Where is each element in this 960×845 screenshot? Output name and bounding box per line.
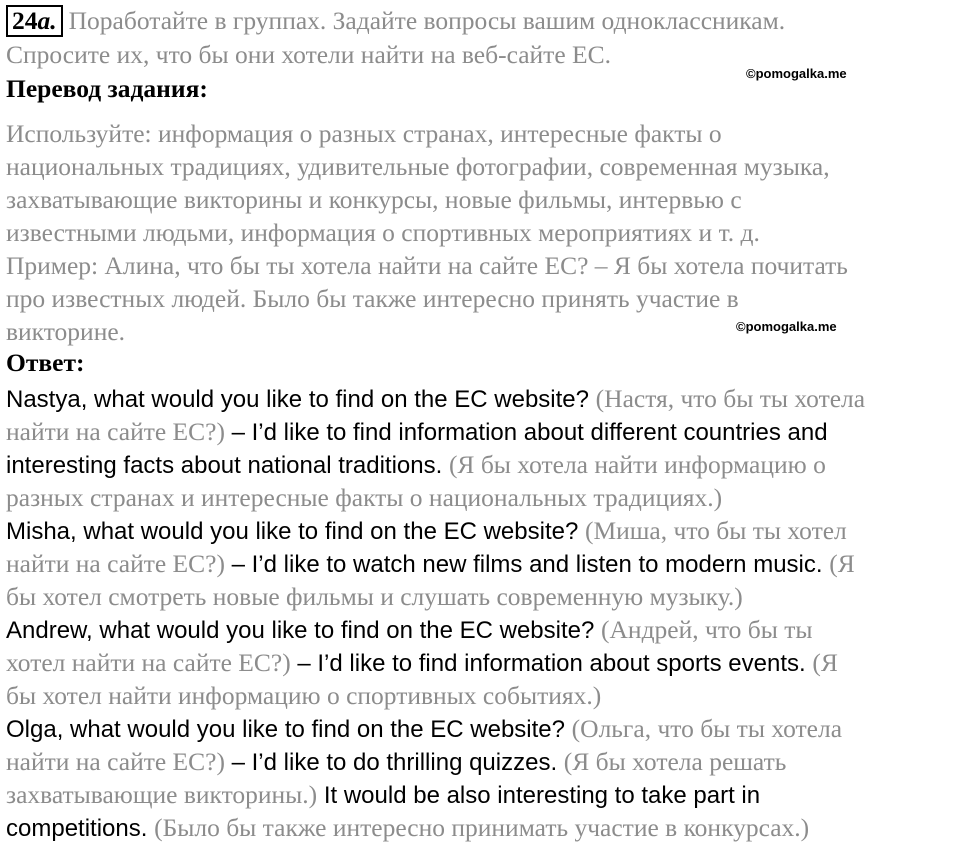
answer-line — [6, 382, 865, 416]
answer-en: interesting facts about national traditions. — [6, 452, 449, 479]
translation-line: известными людьми, информация о спортивных мероприятиях и т. д. — [6, 218, 760, 247]
answer-line — [6, 415, 828, 449]
answer-line — [6, 547, 855, 581]
answer-en: competitions. — [6, 815, 155, 842]
answer-ru: (Андрей, что бы ты — [601, 615, 813, 644]
answer-line — [6, 811, 809, 845]
answer-en: Olga, what would you like to find on the EC website? — [6, 716, 572, 743]
translation-line: про известных людей. Было бы также интересно принять участие в — [6, 284, 739, 313]
answer-en: Andrew, what would you like to find on the EC website? — [6, 617, 602, 644]
answer-ru: (Миша, что бы ты хотел — [584, 516, 847, 545]
answer-ru: (Ольга, что бы ты хотела — [571, 714, 843, 743]
answer-line — [6, 712, 842, 746]
answer-line — [6, 448, 826, 482]
answer-line — [6, 778, 760, 812]
answer-en: – I’d like to watch new films and listen to modern music. — [224, 551, 830, 578]
task-number-box — [6, 5, 63, 37]
translation-heading: Перевод задания: — [6, 74, 208, 103]
answer-ru: захватывающие викторины.) — [6, 780, 318, 809]
task-line-1 — [6, 4, 785, 37]
answer-ru: (Настя, что бы ты хотела — [595, 384, 866, 413]
answer-ru: (Я бы хотела найти информацию о — [448, 450, 826, 479]
watermark-top: ©pomogalka.me — [746, 66, 847, 81]
answer-ru: (Я бы хотела решать — [563, 747, 787, 776]
answer-en: – I’d like to do thrilling quizzes. — [224, 749, 564, 776]
answer-en: Misha, what would you like to find on the EC website? — [6, 518, 585, 545]
translation-line: Используйте: информация о разных странах, интересные факты о — [6, 119, 722, 148]
answer-ru: разных странах и интересные факты о национальных традициях.) — [6, 483, 723, 512]
translation-line: Пример: Алина, что бы ты хотела найти на сайте ЕС? – Я бы хотела почитать — [6, 251, 848, 280]
translation-line: викторине. — [6, 317, 126, 346]
translation-line: национальных традициях, удивительные фотографии, современная музыка, — [6, 152, 830, 181]
answer-ru: (Я — [829, 549, 855, 578]
answer-line — [6, 514, 847, 548]
answer-line — [6, 613, 813, 647]
answer-ru: бы хотел смотреть новые фильмы и слушать современную музыку.) — [6, 582, 743, 611]
answer-ru: найти на сайте ЕС?) — [6, 747, 225, 776]
task-text-1: Поработайте в группах. Задайте вопросы вашим одноклассникам. — [68, 6, 786, 35]
task-line-2: Спросите их, что бы они хотели найти на веб-сайте ЕС. — [6, 40, 611, 69]
answer-en: – I’d like to find information about sports events. — [290, 650, 813, 677]
answer-ru: найти на сайте ЕС?) — [6, 417, 225, 446]
answer-ru: хотел найти на сайте ЕС?) — [6, 648, 291, 677]
answer-heading: Ответ: — [6, 348, 85, 377]
task-number: 24 — [12, 6, 38, 35]
answer-line — [6, 646, 838, 680]
task-letter: a. — [37, 6, 57, 35]
answer-en: It would be also interesting to take part in — [317, 782, 761, 809]
answer-ru: (Было бы также интересно принимать участие в конкурсах.) — [154, 813, 810, 842]
watermark-middle: ©pomogalka.me — [736, 319, 837, 334]
answer-en: Nastya, what would you like to find on the EC website? — [6, 386, 596, 413]
answer-line — [6, 679, 601, 712]
translation-line: захватывающие викторины и конкурсы, новые фильмы, интервью с — [6, 185, 742, 214]
answer-line — [6, 481, 722, 514]
answer-ru: найти на сайте ЕС?) — [6, 549, 225, 578]
answer-ru: бы хотел найти информацию о спортивных событиях.) — [6, 681, 602, 710]
answer-ru: (Я — [812, 648, 838, 677]
answer-line — [6, 745, 786, 779]
answer-en: – I’d like to find information about different countries and — [224, 419, 828, 446]
answer-line — [6, 580, 743, 613]
